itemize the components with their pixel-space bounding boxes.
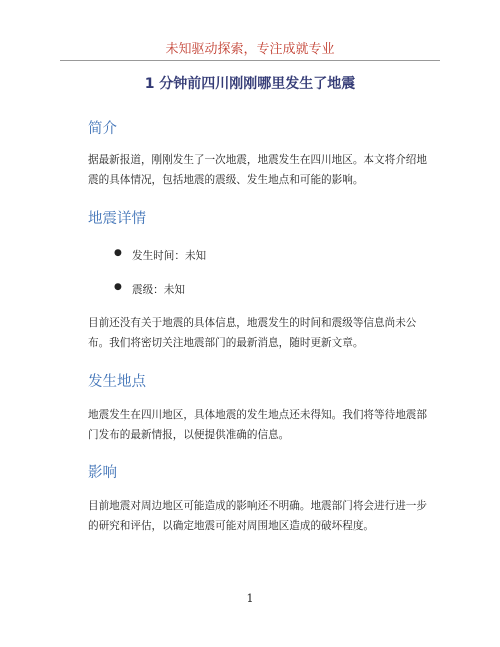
bullet-dot-icon: ● xyxy=(114,282,122,292)
impact-paragraph: 目前地震对周边地区可能造成的影响还不明确。地震部门将会进行进一步的研究和评估，以确定地震可能对周围地区造成的破坏程度。 xyxy=(88,500,427,532)
header-divider xyxy=(60,60,440,61)
bullet-dot-icon: ● xyxy=(114,248,122,258)
section-heading-location: 发生地点 xyxy=(88,374,146,390)
bullet-text: 震级：未知 xyxy=(132,284,185,296)
section-heading-impact: 影响 xyxy=(88,465,117,481)
details-paragraph: 目前还没有关于地震的具体信息，地震发生的时间和震级等信息尚未公布。我们将密切关注地震部门的最新消息，随时更新文章。 xyxy=(88,317,417,349)
section-heading-intro: 简介 xyxy=(88,121,117,137)
bullet-text: 发生时间：未知 xyxy=(132,250,207,262)
section-heading-details: 地震详情 xyxy=(88,211,146,227)
intro-paragraph: 据最新报道，刚刚发生了一次地震，地震发生在四川地区。本文将介绍地震的具体情况，包括地震的震级、发生地点和可能的影响。 xyxy=(88,154,427,186)
location-paragraph: 地震发生在四川地区，具体地震的发生地点还未得知。我们将等待地震部门发布的最新情报，以便提供准确的信息。 xyxy=(88,409,427,441)
page-header: 未知驱动探索，专注成就专业 xyxy=(165,42,335,57)
document-title: 1 分钟前四川刚刚哪里发生了地震 xyxy=(144,76,356,92)
page-number: 1 xyxy=(246,592,254,605)
